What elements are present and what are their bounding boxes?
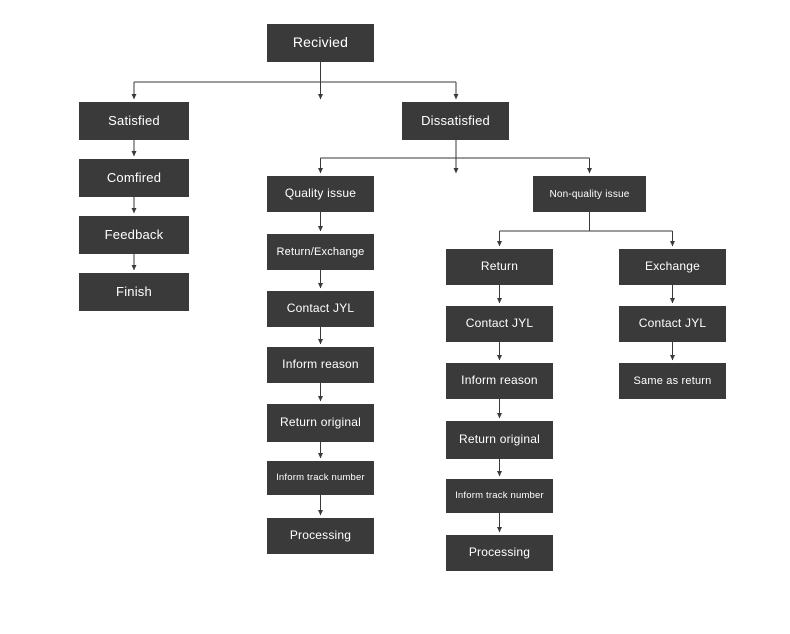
node-processing-quality[interactable] [267,518,374,554]
node-inform-reason-quality[interactable] [267,347,374,383]
node-label: Non-quality issue [549,188,630,200]
node-label: Satisfied [108,112,160,128]
node-finish[interactable] [79,273,189,311]
node-return-exchange[interactable] [267,234,374,270]
node-label: Finish [116,283,152,299]
node-contact-jyl-quality[interactable] [267,291,374,327]
node-label: Processing [468,545,531,560]
node-label: Contact JYL [638,316,707,331]
node-label: Processing [289,528,352,543]
node-comfired[interactable] [79,159,189,197]
node-dissatisfied[interactable] [402,102,509,140]
node-label: Quality issue [284,186,357,201]
node-satisfied[interactable] [79,102,189,140]
node-same-as-return[interactable] [619,363,726,399]
node-inform-reason-return[interactable] [446,363,553,399]
node-inform-track-number-quality[interactable] [267,461,374,495]
node-label: Inform track number [276,471,365,483]
node-recivied[interactable] [267,24,374,62]
node-exchange[interactable] [619,249,726,285]
node-label: Exchange [645,259,700,274]
node-label: Recivied [292,34,349,51]
node-label: Inform reason [461,373,538,388]
node-label: Return original [279,415,362,430]
node-inform-track-number-return[interactable] [446,479,553,513]
node-non-quality-issue[interactable] [533,176,646,212]
node-label: Inform track number [455,489,544,501]
node-label: Contact JYL [286,301,355,316]
node-return-original-quality[interactable] [267,404,374,442]
node-label: Contact JYL [465,316,534,331]
node-label: Dissatisfied [421,112,490,128]
node-contact-jyl-exchange[interactable] [619,306,726,342]
node-label: Return/Exchange [276,245,365,258]
node-feedback[interactable] [79,216,189,254]
node-label: Comfired [106,169,162,185]
node-return-original-return[interactable] [446,421,553,459]
node-label: Return [480,259,519,274]
node-label: Return original [458,432,541,447]
node-processing-return[interactable] [446,535,553,571]
node-label: Same as return [633,374,712,387]
node-label: Feedback [104,226,164,242]
node-quality-issue[interactable] [267,176,374,212]
node-return[interactable] [446,249,553,285]
node-label: Inform reason [282,357,359,372]
node-contact-jyl-return[interactable] [446,306,553,342]
